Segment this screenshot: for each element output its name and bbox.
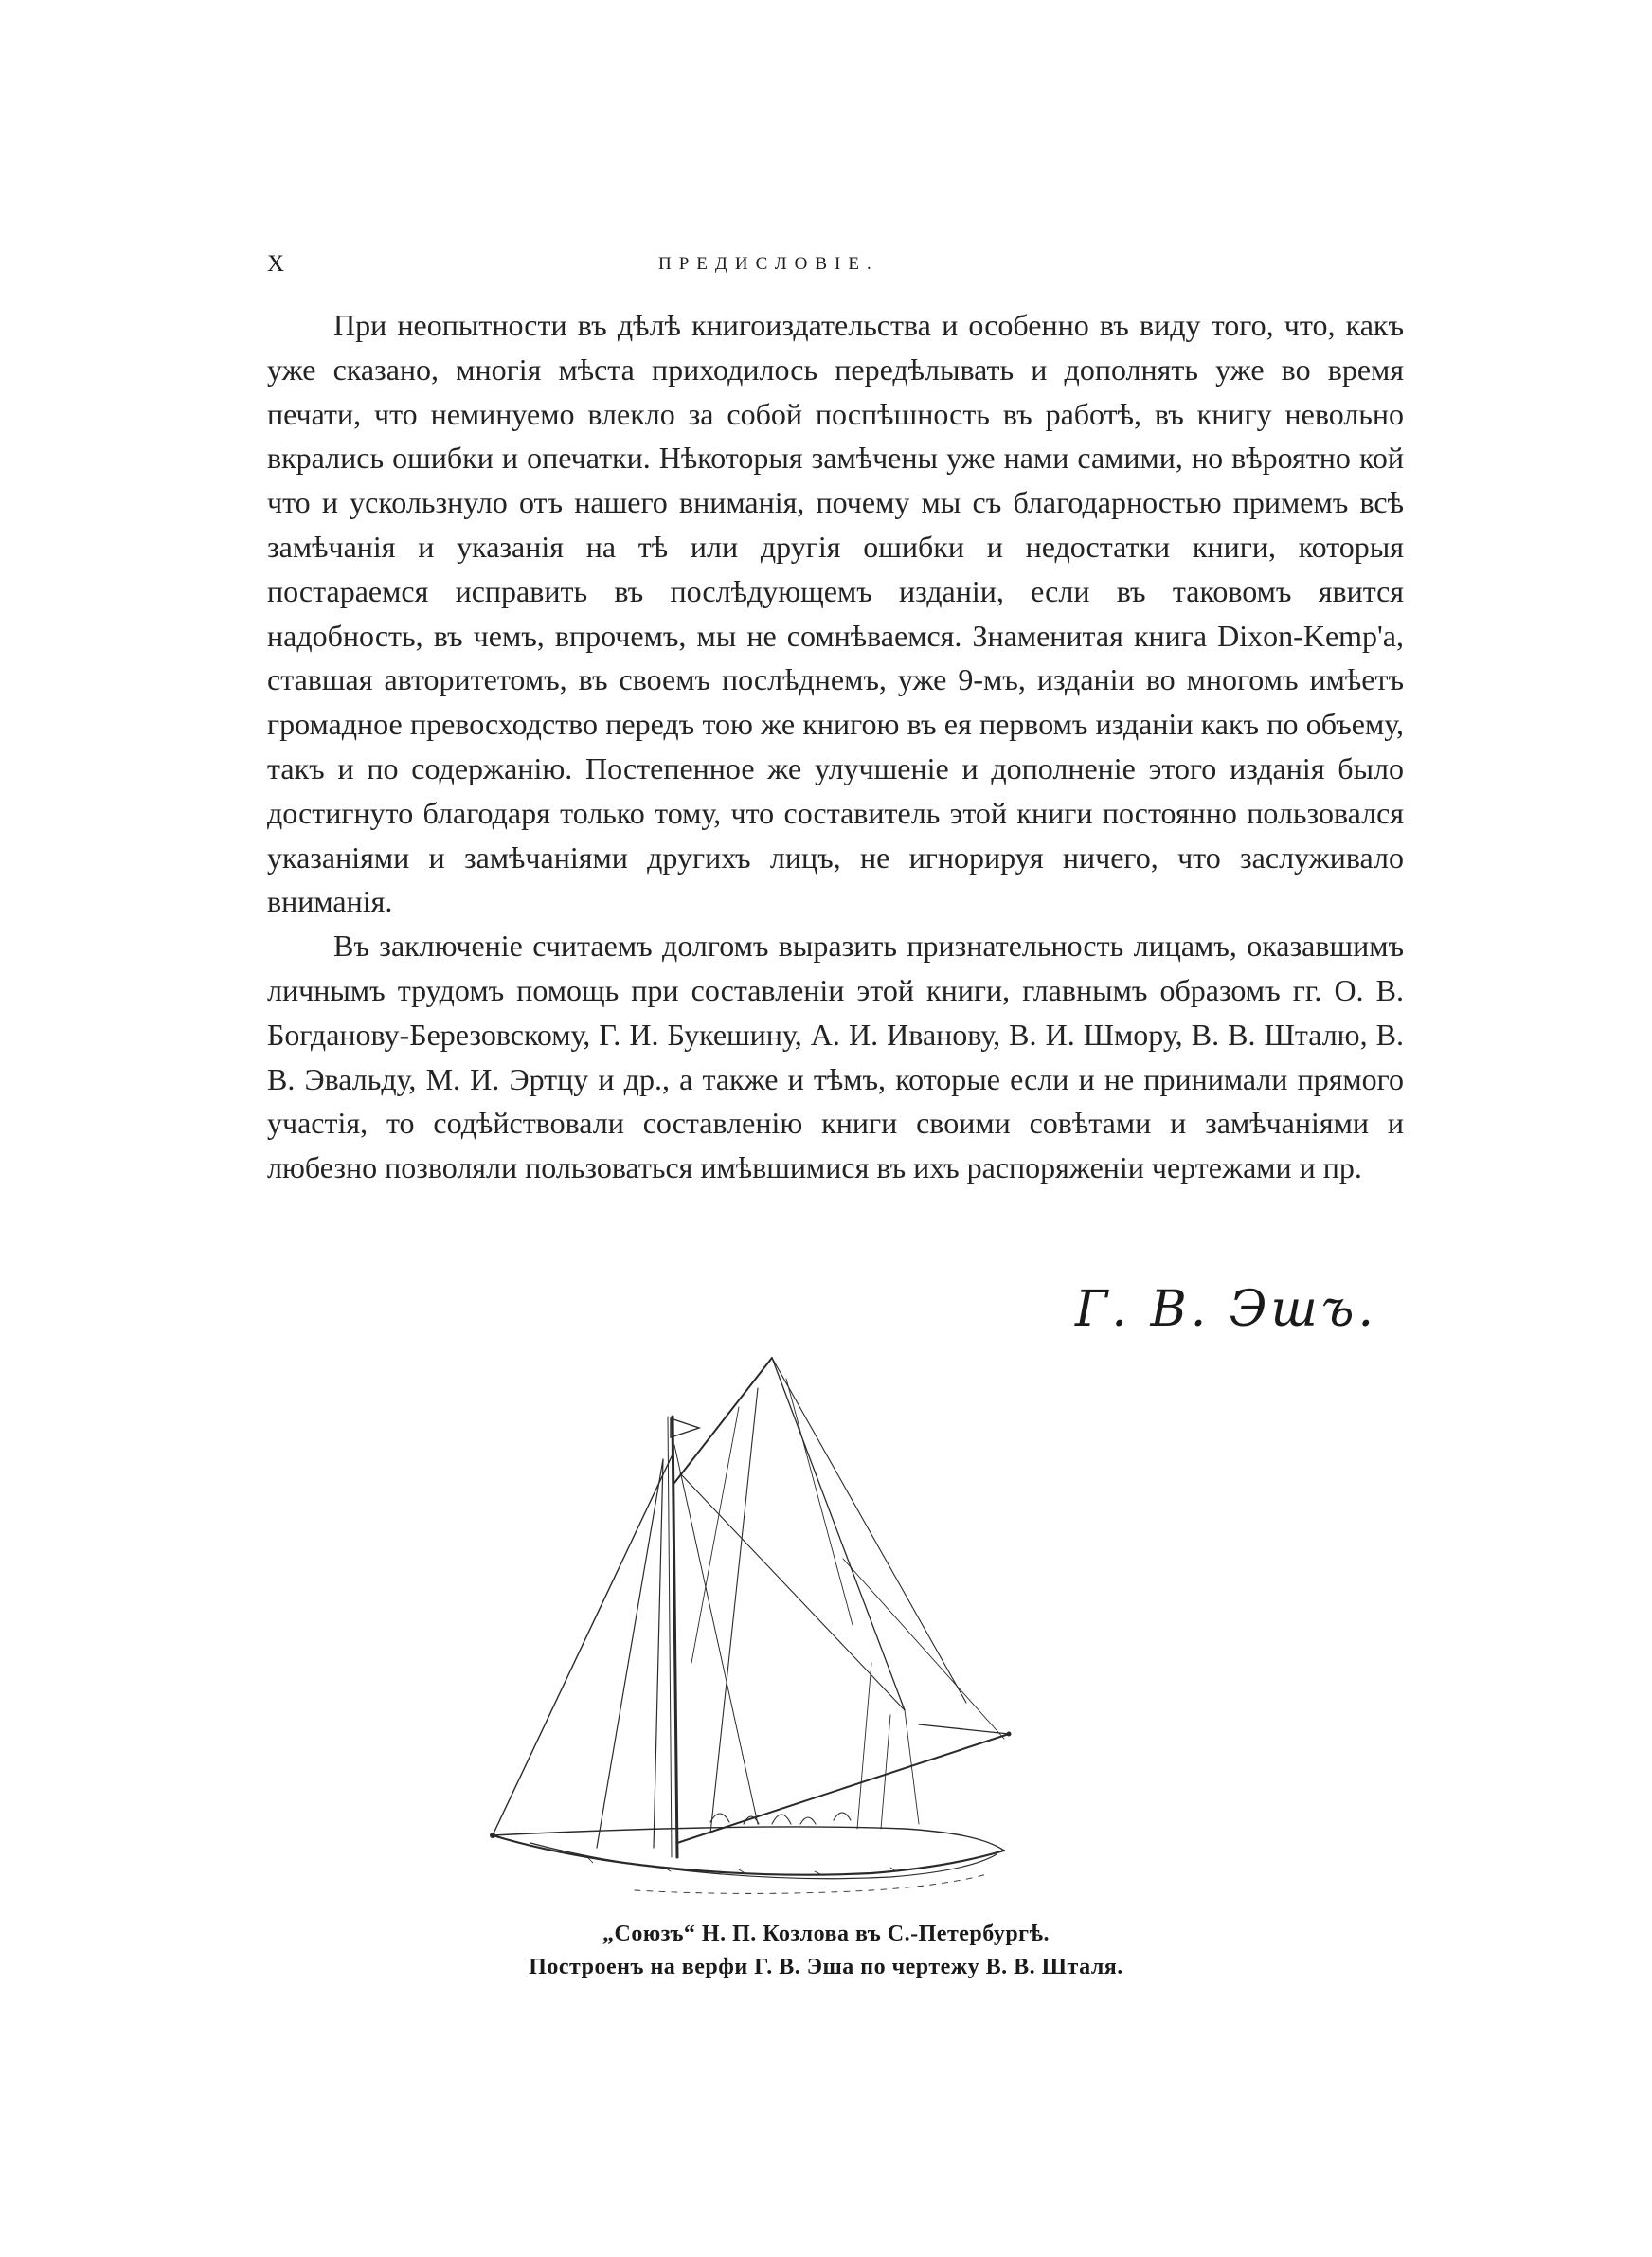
author-signature: Г. В. Эшъ.: [1075, 1281, 1377, 1338]
forestay: [493, 1454, 673, 1835]
figure-caption-title: „Союзъ“ Н. П. Козлова въ С.-Петербургѣ.: [602, 1922, 1050, 1946]
figure-caption-credit: Построенъ на верфи Г. В. Эша по чертежу В. В. Шталя.: [529, 1955, 1123, 1979]
mainsail-leech: [772, 1358, 905, 1710]
crew-figures: [710, 1813, 851, 1824]
paragraph-errata: При неопытности въ дѣлѣ книгоиздательства и особенно въ виду того, что, какъ уже сказано, многія мѣста приходилось передѣлывать и дополнять уже во время печати, что неминуемо влекло за собой поспѣшность въ работѣ, въ книгу невольно вкрались ошибки и опечатки. Нѣкоторыя замѣчены уже нами самими, но вѣроятно кой что и ускользнуло отъ нашего вниманія, почему мы съ благодарностью примемъ всѣ замѣчанія и указанія на тѣ или другія ошибки и недостатки книги, которыя постараемся исправить въ послѣдующемъ изданіи, если въ таковомъ явится надобность, въ чемъ, впрочемъ, мы не сомнѣваемся. Знаменитая книга Dixon-Kemp'a, ставшая авторитетомъ, въ своемъ послѣднемъ, уже 9-мъ, изданіи во многомъ имѣетъ громадное превосходство передъ тою же книгою въ ея первомъ изданіи какъ по объему, такъ и по содержанію. Постепенное же улучшеніе и дополненіе этого изданія было достигнуто благодаря только тому, что составитель этой книги постоянно пользовался указаніями и замѣчаніями другихъ лицъ, не игнорируя ничего, что заслуживало вниманія.: [267, 308, 1404, 919]
halyard-a: [680, 1473, 905, 1710]
yacht-hull: [493, 1835, 1004, 1875]
gaff: [674, 1358, 772, 1483]
running-head: ПРЕДИСЛОВІЕ.: [658, 254, 879, 274]
yacht-deck: [493, 1827, 1004, 1851]
water-line: [635, 1873, 990, 1893]
masthead-pennant: [671, 1418, 699, 1437]
jib-sail: [597, 1459, 663, 1848]
preface-body: [267, 303, 1404, 1190]
paragraph-acknowledgements: Въ заключеніе считаемъ долгомъ выразить признательность лицамъ, оказавшимъ личнымъ трудомъ помощь при составленіи этой книги, главнымъ образомъ гг. О. В. Богданову-Березовскому, Г. И. Букешину, А. И. Иванову, В. И. Шмору, В. В. Шталю, В. В. Эвальду, М. И. Эртцу и др., а также и тѣмъ, которые если и не принимали прямого участія, то содѣйствовали составленію книги своими совѣтами и замѣчаніями и любезно позволяли пользоваться имѣвшимися въ ихъ распоряженіи чертежами и пр.: [267, 929, 1404, 1185]
yacht-illustration: [474, 1350, 1194, 1909]
page-number: X: [267, 251, 286, 277]
